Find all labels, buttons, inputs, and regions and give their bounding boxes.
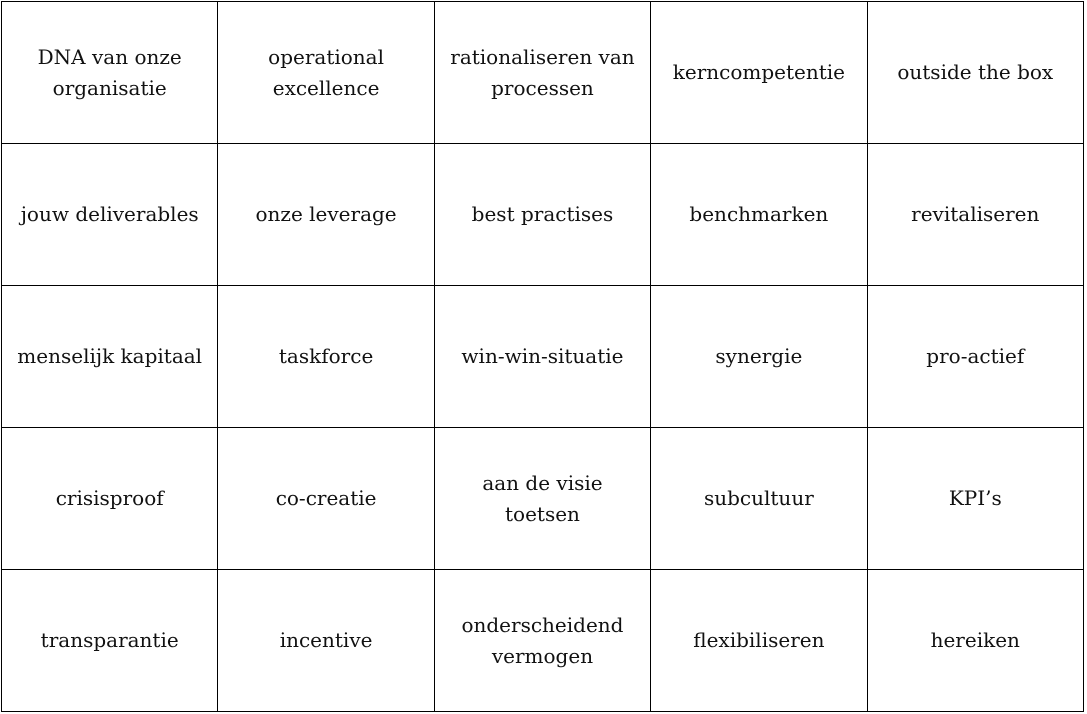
grid-row	[2, 144, 1084, 286]
grid-cell: transparantie	[2, 570, 218, 712]
grid-cell: pro-actief	[867, 286, 1083, 428]
grid-row	[2, 2, 1084, 144]
grid-cell: onderscheidend vermogen	[434, 570, 650, 712]
grid-row	[2, 286, 1084, 428]
grid-row	[2, 428, 1084, 570]
grid-cell: onze leverage	[218, 144, 434, 286]
grid-cell: jouw deliverables	[2, 144, 218, 286]
grid-cell: co-creatie	[218, 428, 434, 570]
grid-cell: KPI’s	[867, 428, 1083, 570]
grid-cell: benchmarken	[651, 144, 867, 286]
grid-cell: crisisproof	[2, 428, 218, 570]
grid-cell: DNA van onze organisatie	[2, 2, 218, 144]
grid-cell: menselijk kapitaal	[2, 286, 218, 428]
grid-cell: hereiken	[867, 570, 1083, 712]
grid-row	[2, 570, 1084, 712]
grid-cell: aan de visie toetsen	[434, 428, 650, 570]
grid-cell: best practises	[434, 144, 650, 286]
grid-cell: win-win-situatie	[434, 286, 650, 428]
bingo-grid	[1, 1, 1084, 712]
grid-cell: rationaliseren van processen	[434, 2, 650, 144]
grid-cell: kerncompetentie	[651, 2, 867, 144]
grid-cell: synergie	[651, 286, 867, 428]
grid-cell: flexibiliseren	[651, 570, 867, 712]
grid-cell: taskforce	[218, 286, 434, 428]
grid-cell: outside the box	[867, 2, 1083, 144]
grid-cell: incentive	[218, 570, 434, 712]
grid-cell: revitaliseren	[867, 144, 1083, 286]
grid-cell: subcultuur	[651, 428, 867, 570]
grid-cell: operational excellence	[218, 2, 434, 144]
